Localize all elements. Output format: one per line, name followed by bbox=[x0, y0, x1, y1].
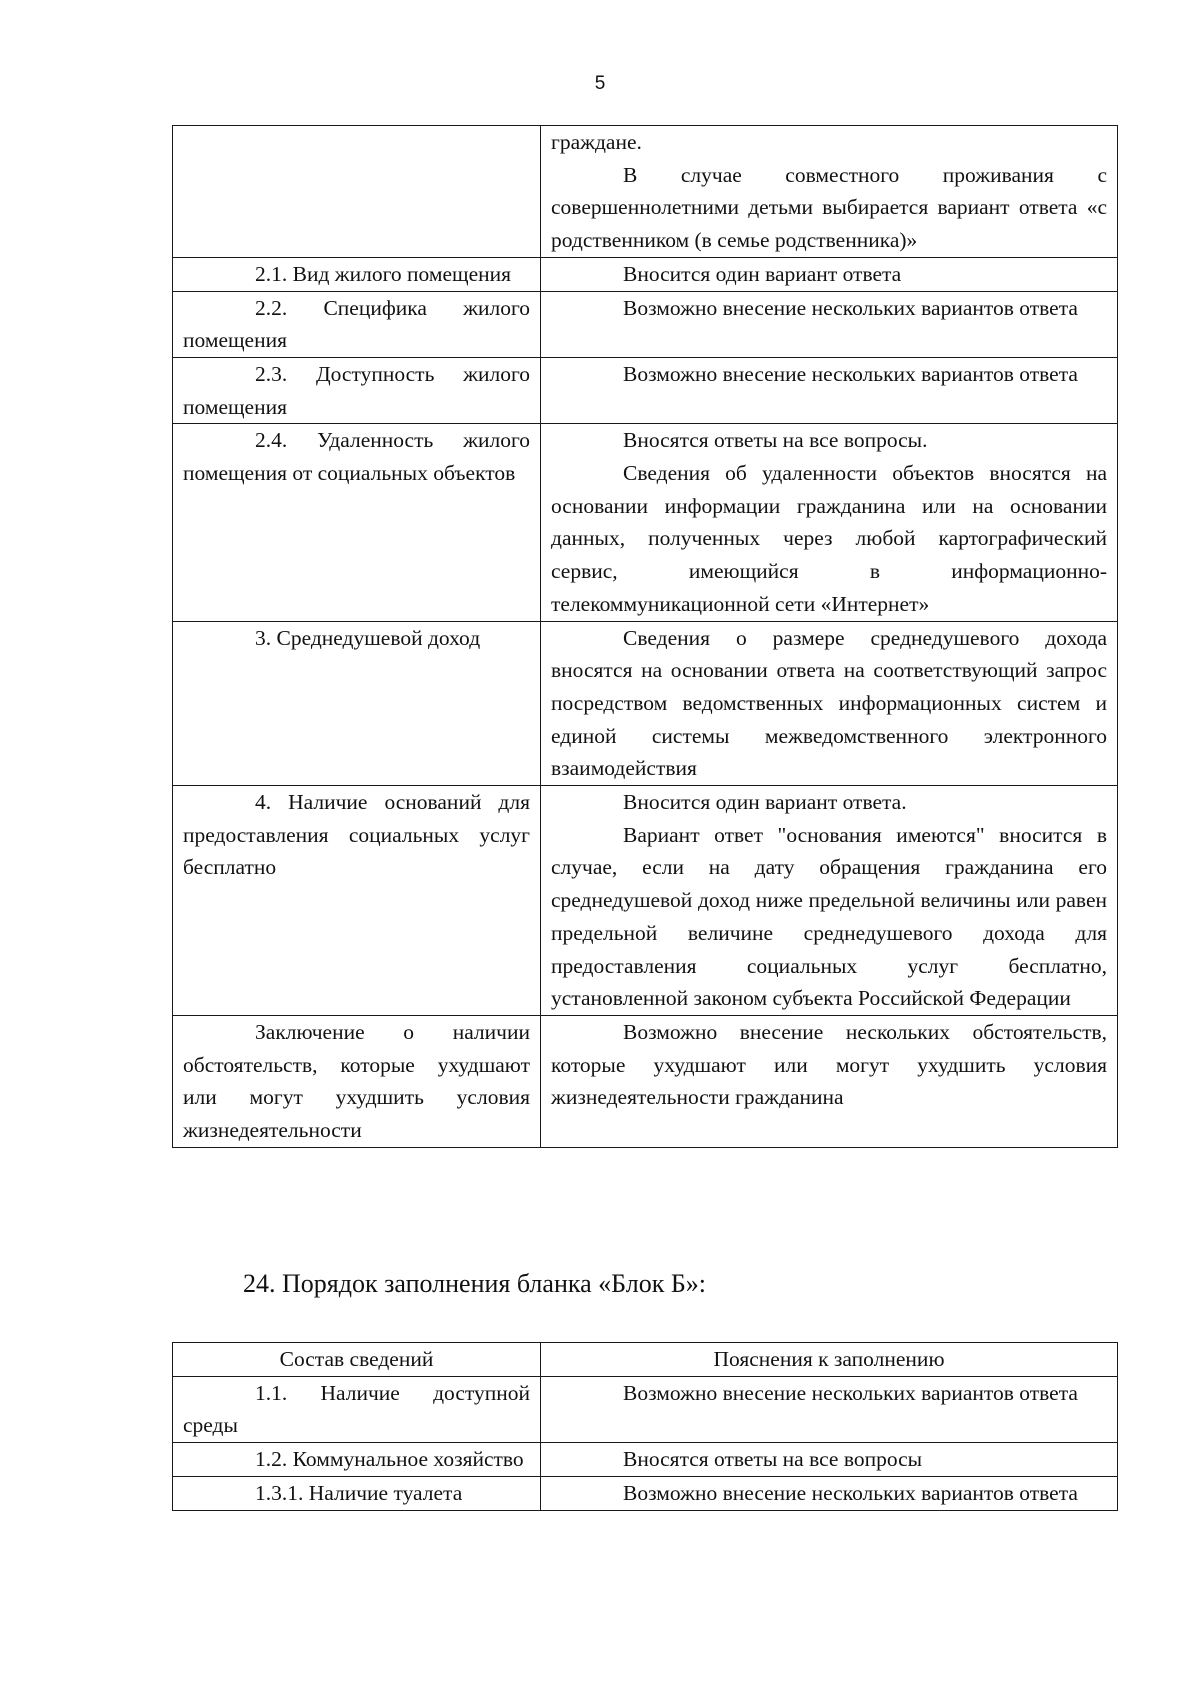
table-cell-label: 2.4. Удаленность жилого помещения от социальных объектов bbox=[173, 424, 541, 621]
table-cell-label: 4. Наличие оснований для предоставления социальных услуг бесплатно bbox=[173, 786, 541, 1016]
table-row bbox=[173, 621, 1118, 786]
table-cell-label: 3. Среднедушевой доход bbox=[173, 621, 541, 786]
table-cell-explanation: Возможно внесение нескольких вариантов ответа bbox=[541, 291, 1118, 357]
column-header-composition: Состав сведений bbox=[173, 1343, 541, 1377]
table-cell-explanation: Сведения о размере среднедушевого дохода вносятся на основании ответа на соответствующий запрос посредством ведомственных информационных систем и единой системы межведомственного электронного взаимодействия bbox=[541, 621, 1118, 786]
table-cell-explanation: Возможно внесение нескольких обстоятельств, которые ухудшают или могут ухудшить условия жизнедеятельности гражданина bbox=[541, 1015, 1118, 1147]
table-row bbox=[173, 357, 1118, 423]
table-cell-explanation: Вносится один вариант ответа bbox=[541, 257, 1118, 291]
table-row bbox=[173, 1443, 1118, 1477]
table-cell-explanation: Вносятся ответы на все вопросы. Сведения об удаленности объектов вносятся на основании информации гражданина или на основании данных, полученных через любой картографический сервис, имеющийся в информационно-телекоммуникационной сети «Интернет» bbox=[541, 424, 1118, 621]
table-cell-label: 1.1. Наличие доступной среды bbox=[173, 1376, 541, 1442]
table-cell-explanation: Возможно внесение нескольких вариантов ответа bbox=[541, 1476, 1118, 1510]
table-row bbox=[173, 424, 1118, 621]
continuation-table bbox=[172, 125, 1118, 1148]
table-row bbox=[173, 291, 1118, 357]
table-row bbox=[173, 1376, 1118, 1442]
block-b-table bbox=[172, 1342, 1118, 1511]
table-cell-label bbox=[173, 126, 541, 258]
table-cell-label: 1.3.1. Наличие туалета bbox=[173, 1476, 541, 1510]
table-cell-explanation: Вносятся ответы на все вопросы bbox=[541, 1443, 1118, 1477]
section-heading: 24. Порядок заполнения бланка «Блок Б»: bbox=[243, 1269, 706, 1298]
table-cell-label: 1.2. Коммунальное хозяйство bbox=[173, 1443, 541, 1477]
table-cell-label: 2.3. Доступность жилого помещения bbox=[173, 357, 541, 423]
table-cell-explanation: граждане. В случае совместного проживания с совершеннолетними детьми выбирается вариант ответа «с родственником (в семье родственника)» bbox=[541, 126, 1118, 258]
table-cell-label: 2.2. Специфика жилого помещения bbox=[173, 291, 541, 357]
table-cell-explanation: Возможно внесение нескольких вариантов ответа bbox=[541, 1376, 1118, 1442]
table-cell-explanation: Возможно внесение нескольких вариантов ответа bbox=[541, 357, 1118, 423]
table-row bbox=[173, 1015, 1118, 1147]
page-number: 5 bbox=[594, 73, 606, 94]
table-row bbox=[173, 126, 1118, 258]
table-row bbox=[173, 257, 1118, 291]
table-cell-label: Заключение о наличии обстоятельств, которые ухудшают или могут ухудшить условия жизнедеятельности bbox=[173, 1015, 541, 1147]
table-header-row bbox=[173, 1343, 1118, 1377]
table-cell-explanation: Вносится один вариант ответа. Вариант ответ "основания имеются" вносится в случае, если на дату обращения гражданина его среднедушевой доход ниже предельной величины или равен предельной величине среднедушевого дохода для предоставления социальных услуг бесплатно, установленной законом субъекта Российской Федерации bbox=[541, 786, 1118, 1016]
table-cell-label: 2.1. Вид жилого помещения bbox=[173, 257, 541, 291]
column-header-explanations: Пояснения к заполнению bbox=[541, 1343, 1118, 1377]
table-row bbox=[173, 786, 1118, 1016]
table-row bbox=[173, 1476, 1118, 1510]
